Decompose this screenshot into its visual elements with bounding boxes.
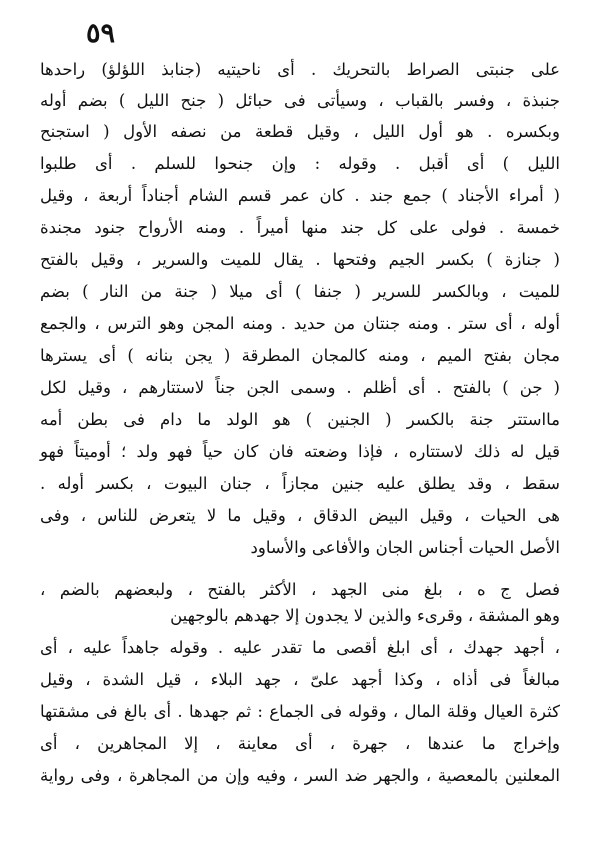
text-line: على جنبتى الصراط بالتحريك . أى ناحيتيه (جنابذ اللؤلؤ) راحدها [40, 60, 560, 79]
text-line: مجان بفتح الميم ، ومنه كالمجان المطرقة ( يجن بنانه ) أى يسترها [40, 346, 560, 365]
text-line: للميت ، وبالكسر للسرير ( جنفا ) أى ميلا ( جنة من النار ) بضم [40, 282, 560, 301]
text-line: ، أجهد جهدك ، أى ابلغ أقصى ما تقدر عليه . وقوله جاهداً عليه ، أى [40, 638, 560, 657]
page-body [40, 0, 560, 865]
text-line: خمسة . فولى على كل جند منها أميراً . ومنه الأرواح جنود مجندة [40, 218, 560, 237]
text-line: كثرة العيال وقلة المال ، وقوله فى الجماع : ثم جهدها . أى بالغ فى مشقتها [40, 702, 560, 721]
text-line: سقط ، وقد يطلق عليه جنين مجازاً ، جنان البيوت ، بكسر أوله . [40, 474, 560, 493]
text-line: فصل ج ه ، بلغ منى الجهد ، الأكثر بالفتح ، ولبعضهم بالضم ، [40, 580, 560, 599]
text-line: المعلنين بالمعصية ، والجهر ضد السر ، وفيه وإن من المجاهرة ، وفى رواية [40, 766, 560, 785]
text-line: وإخراج ما عندها ، جهرة ، أى معاينة ، إلا المجاهرين ، أى [40, 734, 560, 753]
text-line: جنبذة ، وفسر بالقباب ، وسيأتى فى حبائل ( جنح الليل ) بضم أوله [40, 91, 560, 110]
text-line: الليل ) أى أقبل . وقوله : وإن جنحوا للسلم . أى طلبوا [40, 154, 560, 173]
text-line: وبكسره . هو أول الليل ، وقيل قطعة من نصفه الأول ( استجنح [40, 122, 560, 141]
text-line: مااستتر جنة بالكسر ( الجنين ) هو الولد ما دام فى بطن أمه [40, 410, 560, 429]
text-line: الأصل الحيات أجناس الجان والأفاعى والأساود [250, 538, 560, 557]
text-line: وهو المشقة ، وقرىء والذين لا يجدون إلا جهدهم بالوجهين [170, 606, 560, 625]
text-line: أوله ، أى ستر . ومنه جنتان من حديد . ومنه المجن وهو الترس ، والجمع [40, 314, 560, 333]
text-line: ( أمراء الأجناد ) جمع جند . كان عمر قسم الشام أجناداً أربعة ، وقيل [40, 186, 560, 205]
text-line: مبالغاً فى أذاه ، وكذا أجهد علىّ ، جهد البلاء ، قيل الشدة ، وقيل [40, 670, 560, 689]
text-line: ( جنازة ) بكسر الجيم وفتحها . يقال للميت والسرير ، وقيل بالفتح [40, 250, 560, 269]
page-number: ٥٩ [86, 18, 116, 49]
text-line: ( جن ) بالفتح . أى أظلم . وسمى الجن جناً لاستتارهم ، وقيل لكل [40, 378, 560, 397]
text-line: قيل له ذلك لاستتاره ، فإذا وضعته فان كان حياً فهو ولد ؛ أوميتاً فهو [40, 442, 560, 461]
text-line: هى الحيات ، وقيل البيض الدقاق ، وقيل ما لا يتعرض للناس ، وفى [40, 506, 560, 525]
